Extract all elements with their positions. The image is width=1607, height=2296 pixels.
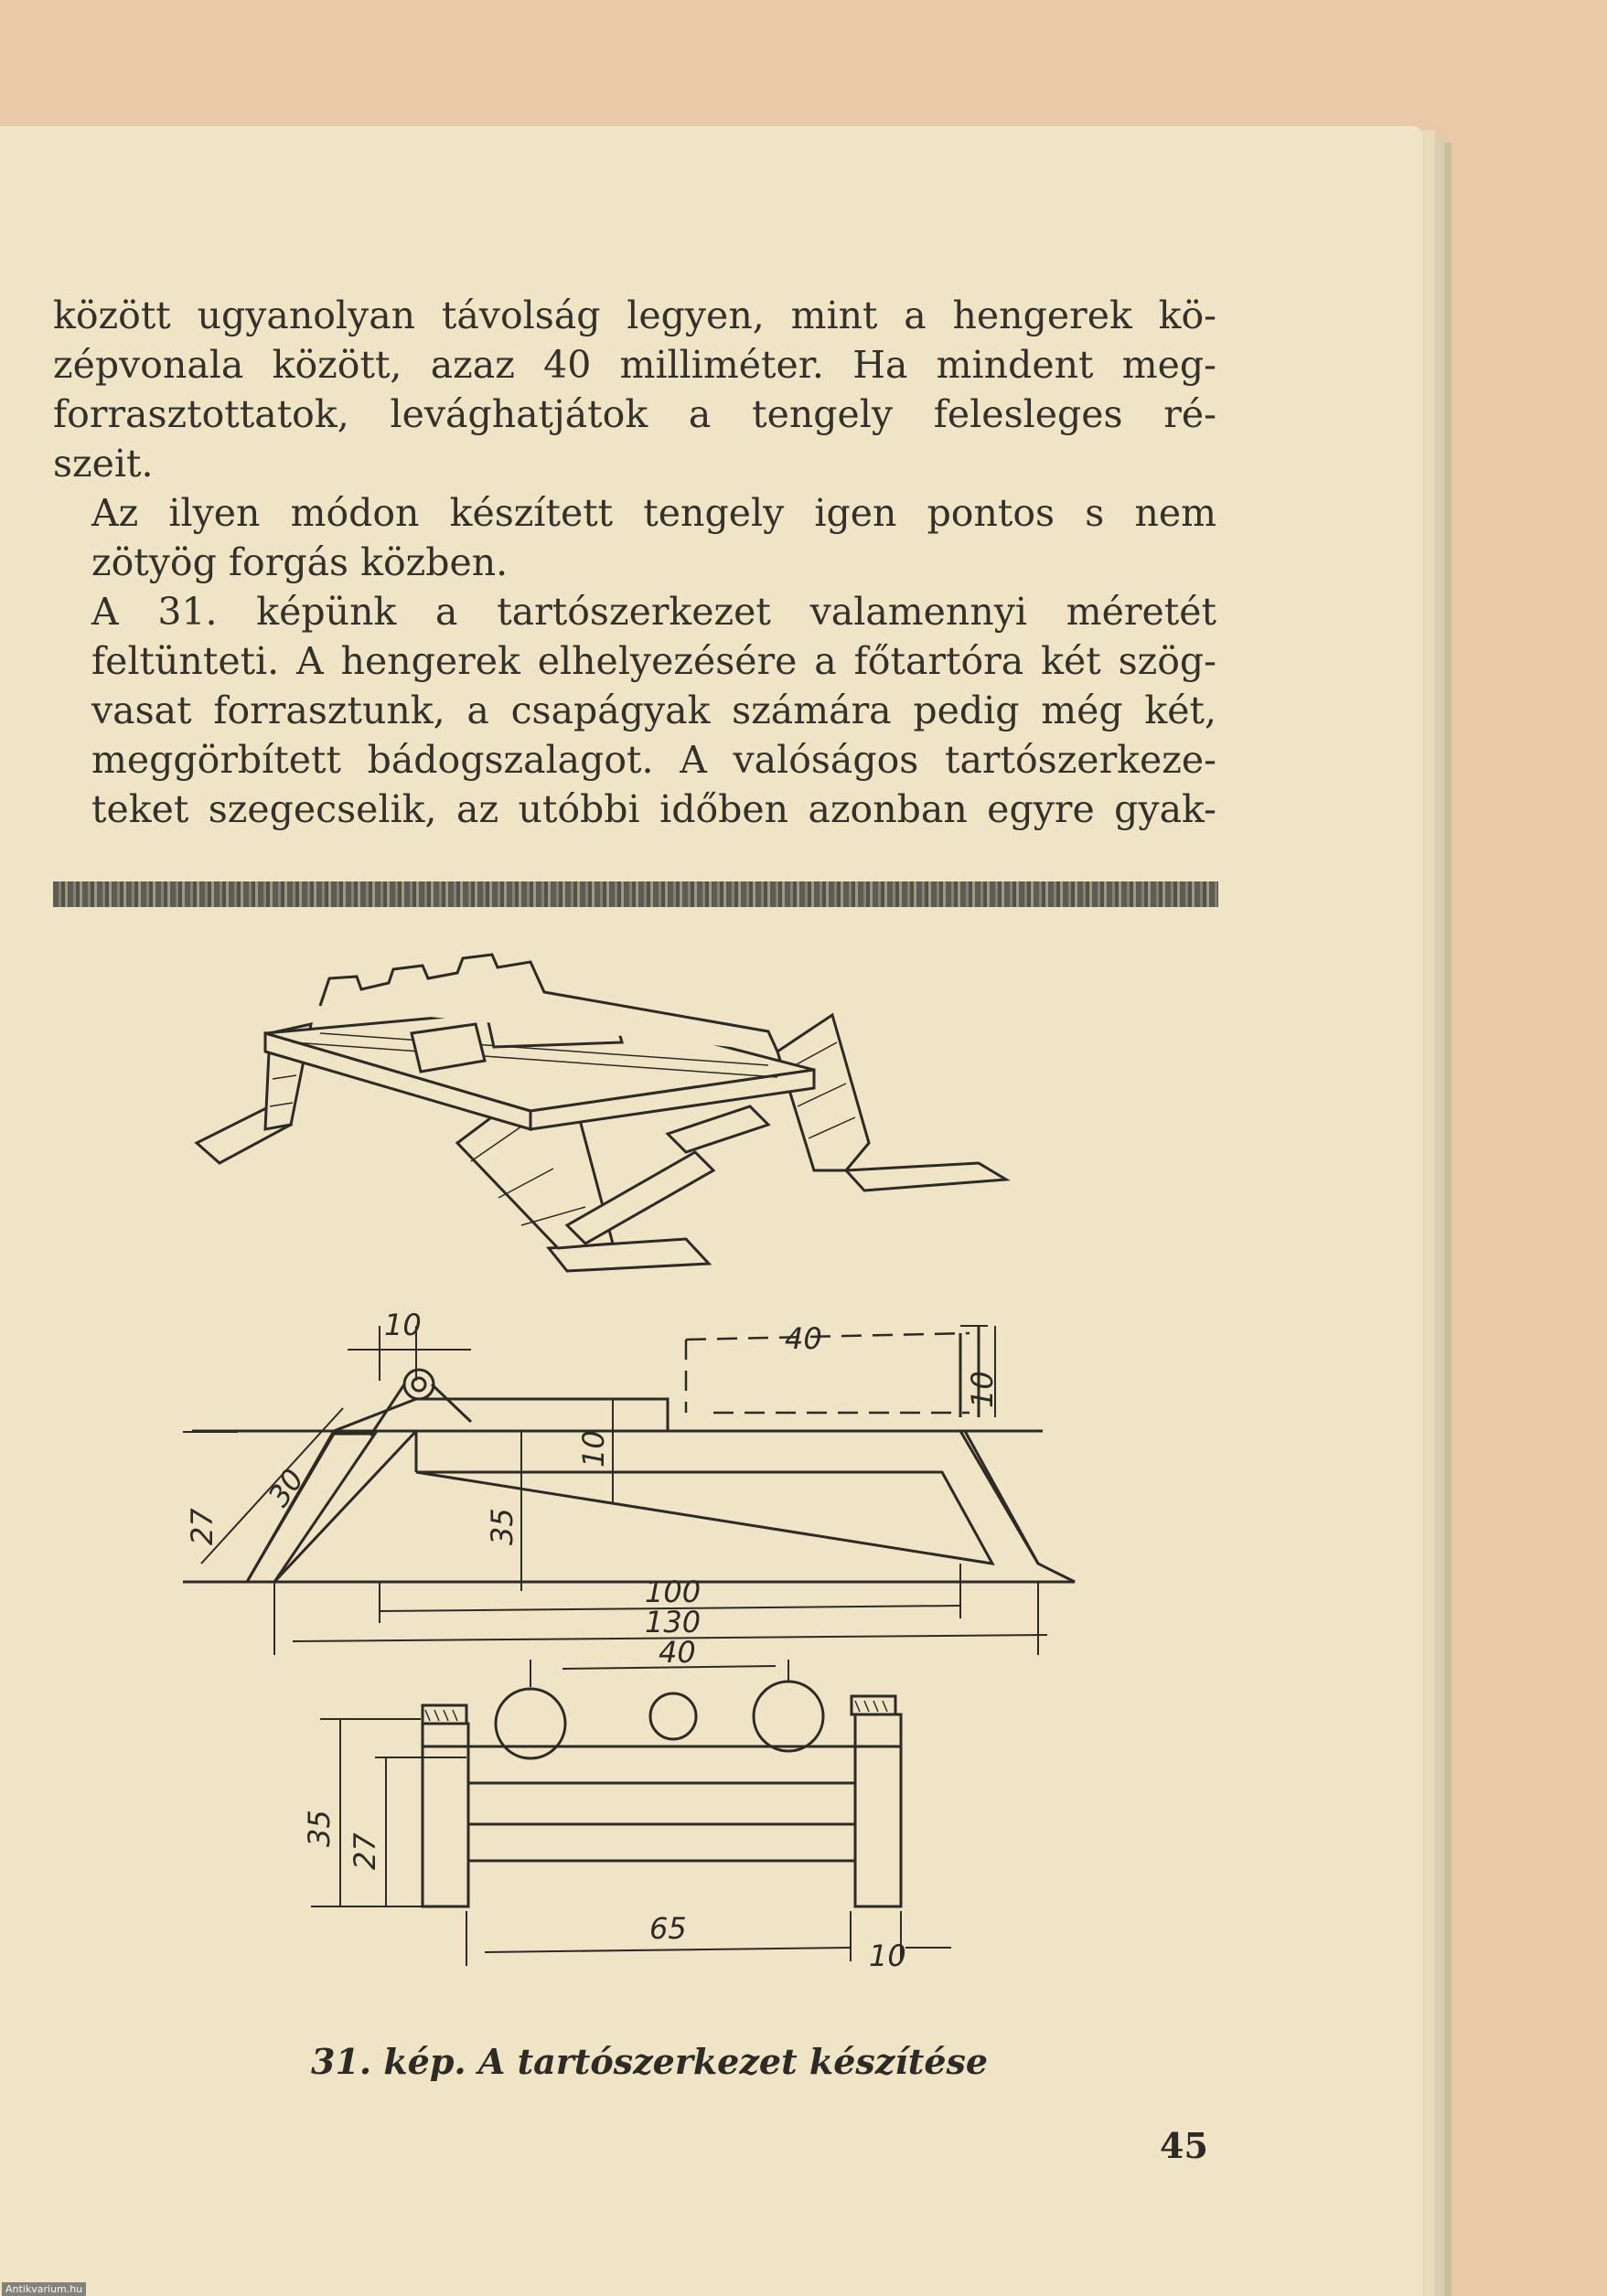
text-line: között ugyanolyan távolság legyen, mint a hengerek kö- bbox=[53, 294, 1216, 337]
body-text bbox=[53, 291, 1216, 834]
text-line: zötyög forgás közben. bbox=[91, 540, 509, 584]
text-line: feltünteti. A hengerek elhelyezésére a főtartóra két szög- bbox=[91, 639, 1216, 683]
side-view-drawing bbox=[183, 1326, 1075, 1582]
text-line: szeit. bbox=[53, 442, 154, 486]
watermark: Antikvarium.hu bbox=[2, 2282, 86, 2296]
dim-label: 130 bbox=[645, 1605, 702, 1639]
dim-label: 40 bbox=[785, 1321, 822, 1356]
dim-label: 10 bbox=[384, 1308, 422, 1342]
technical-drawing bbox=[183, 924, 1116, 1984]
dim-label: 10 bbox=[965, 1371, 1000, 1408]
text-line: zépvonala között, azaz 40 milliméter. Ha mindent meg- bbox=[53, 343, 1216, 387]
dim-label: 100 bbox=[645, 1575, 702, 1609]
printed-divider-rule bbox=[53, 881, 1218, 907]
dim-label: 65 bbox=[649, 1911, 687, 1946]
page-edge bbox=[1422, 130, 1435, 2296]
dim-label: 35 bbox=[485, 1508, 520, 1545]
page-number: 45 bbox=[1160, 2125, 1208, 2166]
dim-label: 27 bbox=[348, 1832, 382, 1870]
page-edge bbox=[1435, 137, 1444, 2296]
text-line: vasat forrasztunk, a csapágyak számára pedig még két, bbox=[91, 689, 1216, 732]
isometric-frame-drawing bbox=[197, 955, 1006, 1271]
text-line: meggörbített bádogszalagot. A valóságos tartószerkeze- bbox=[91, 738, 1216, 782]
dim-label: 40 bbox=[659, 1635, 696, 1670]
figure-31 bbox=[183, 924, 1116, 1984]
dim-label: 10 bbox=[869, 1938, 906, 1973]
dim-label: 30 bbox=[261, 1462, 311, 1513]
paragraph bbox=[53, 291, 1216, 488]
page-edge bbox=[1444, 143, 1452, 2296]
text-line: A 31. képünk a tartószerkezet valamennyi méretét bbox=[91, 590, 1216, 634]
text-line: forrasztottatok, levághatjátok a tengely felesleges ré- bbox=[53, 392, 1216, 436]
front-view-drawing bbox=[423, 1682, 901, 1906]
paragraph bbox=[53, 488, 1216, 587]
dim-label: 10 bbox=[576, 1430, 611, 1468]
dim-label: 27 bbox=[185, 1508, 220, 1545]
dim-label: 35 bbox=[302, 1810, 337, 1847]
text-line: Az ilyen módon készített tengely igen pontos s nem bbox=[91, 491, 1216, 535]
figure-caption: 31. kép. A tartószerkezet készítése bbox=[311, 2041, 989, 2082]
text-line: teket szegecselik, az utóbbi időben azonban egyre gyak- bbox=[91, 787, 1216, 831]
side-view-dimension-lines bbox=[183, 1326, 1047, 1655]
paragraph bbox=[53, 587, 1216, 834]
